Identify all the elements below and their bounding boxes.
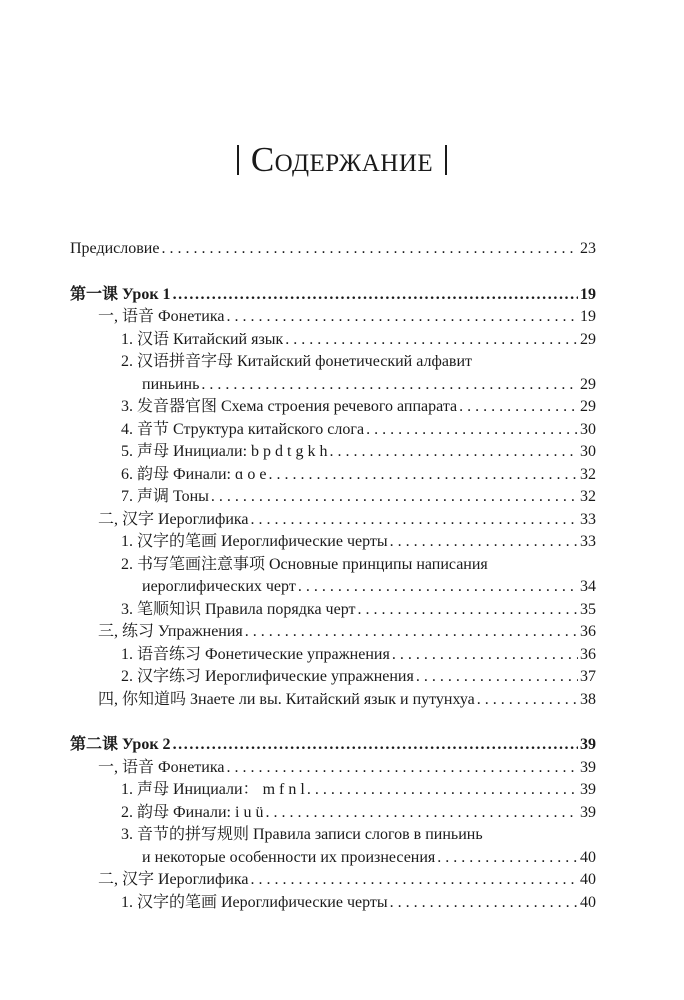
toc-entry-page: 40 bbox=[580, 848, 596, 866]
leader-dots bbox=[459, 396, 578, 419]
toc-entry-text: 1. 声母 Инициали： m f n l bbox=[121, 781, 305, 798]
leader-dots bbox=[330, 441, 579, 464]
toc-entry-page: 37 bbox=[580, 668, 596, 685]
toc-subsection[interactable] bbox=[70, 351, 596, 374]
leader-dots bbox=[307, 779, 578, 802]
toc-entry-page: 35 bbox=[580, 600, 596, 618]
table-of-contents bbox=[70, 238, 596, 914]
toc-entry-page: 39 bbox=[580, 781, 596, 798]
leader-dots bbox=[245, 621, 578, 644]
toc-entry-text: 一, 语音 Фонетика bbox=[98, 308, 225, 325]
toc-section[interactable] bbox=[70, 869, 596, 892]
leader-dots bbox=[227, 306, 579, 329]
leader-dots bbox=[161, 238, 578, 261]
toc-entry-page: 29 bbox=[580, 330, 596, 348]
leader-dots bbox=[173, 284, 578, 307]
toc-entry-text: 5. 声母 Инициали: b p d t g k h bbox=[121, 443, 328, 460]
toc-entry-page: 34 bbox=[580, 578, 596, 595]
leader-dots bbox=[358, 599, 579, 622]
toc-subsection[interactable] bbox=[70, 441, 596, 464]
toc-entry-text: 2. 汉字练习 Иероглифические упражнения bbox=[121, 668, 414, 685]
toc-subsection[interactable] bbox=[70, 554, 596, 577]
toc-entry-text: 6. 韵母 Финали: ɑ o e bbox=[121, 465, 267, 483]
toc-section[interactable] bbox=[70, 757, 596, 780]
leader-dots bbox=[390, 531, 578, 554]
toc-entry-text: 一, 语音 Фонетика bbox=[98, 758, 225, 776]
toc-entry-page: 19 bbox=[580, 308, 596, 325]
toc-entry-page: 19 bbox=[580, 285, 596, 303]
title-right-rule bbox=[445, 145, 447, 175]
toc-entry-text: 3. 音节的拼写规则 Правила записи слогов в пиньинь bbox=[121, 826, 483, 843]
toc-section[interactable] bbox=[70, 509, 596, 532]
toc-entry-text: 1. 汉字的笔画 Иероглифические черты bbox=[121, 533, 388, 550]
toc-subsection[interactable] bbox=[70, 824, 596, 847]
toc-entry-page: 30 bbox=[580, 420, 596, 438]
toc-section[interactable] bbox=[70, 621, 596, 644]
toc-subsection[interactable] bbox=[70, 464, 596, 487]
toc-subsection-continued[interactable] bbox=[70, 847, 596, 870]
toc-section[interactable] bbox=[70, 306, 596, 329]
toc-entry-page: 30 bbox=[580, 443, 596, 460]
toc-entry-text: 2. 书写笔画注意事项 Основные принципы написания bbox=[121, 555, 488, 573]
toc-subsection[interactable] bbox=[70, 531, 596, 554]
toc-subsection[interactable] bbox=[70, 419, 596, 442]
toc-entry-page: 29 bbox=[580, 398, 596, 415]
leader-dots bbox=[392, 644, 578, 667]
toc-entry-preface[interactable] bbox=[70, 238, 596, 261]
toc-entry-page: 36 bbox=[580, 623, 596, 640]
toc-entry-page: 39 bbox=[580, 736, 596, 753]
toc-entry-text: 2. 汉语拼音字母 Китайский фонетический алфавит bbox=[121, 353, 473, 370]
leader-dots bbox=[437, 847, 578, 870]
toc-entry-text: Предисловие bbox=[70, 240, 160, 257]
toc-entry-text: 3. 笔顺知识 Правила порядка черт bbox=[121, 600, 356, 618]
toc-entry-text: 第一课 Урок 1 bbox=[70, 285, 171, 303]
toc-entry-text: 二, 汉字 Иероглифика bbox=[98, 510, 249, 528]
toc-subsection[interactable] bbox=[70, 779, 596, 802]
leader-dots bbox=[298, 576, 578, 599]
toc-subsection-continued[interactable] bbox=[70, 374, 596, 397]
leader-dots bbox=[390, 892, 578, 915]
toc-subsection[interactable] bbox=[70, 644, 596, 667]
toc-subsection[interactable] bbox=[70, 396, 596, 419]
toc-entry-page: 38 bbox=[580, 690, 596, 708]
toc-entry-page: 40 bbox=[580, 893, 596, 911]
toc-entry-text: 1. 汉字的笔画 Иероглифические черты bbox=[121, 893, 388, 911]
toc-entry-page: 23 bbox=[580, 240, 596, 257]
toc-entry-text: 三, 练习 Упражнения bbox=[98, 623, 243, 640]
toc-subsection[interactable] bbox=[70, 892, 596, 915]
toc-entry-page: 39 bbox=[580, 803, 596, 821]
toc-section[interactable] bbox=[70, 689, 596, 712]
toc-entry-text: 1. 汉语 Китайский язык bbox=[121, 330, 284, 348]
toc-entry-text: и некоторые особенности их произнесения bbox=[142, 848, 436, 866]
toc-entry-text: 二, 汉字 Иероглифика bbox=[98, 871, 249, 888]
title-block bbox=[0, 142, 684, 177]
toc-subsection[interactable] bbox=[70, 599, 596, 622]
leader-dots bbox=[265, 802, 578, 825]
toc-entry-text: иероглифических черт bbox=[142, 578, 296, 595]
toc-entry-page: 36 bbox=[580, 645, 596, 663]
toc-entry-page: 40 bbox=[580, 871, 596, 888]
leader-dots bbox=[251, 869, 578, 892]
toc-entry-page: 32 bbox=[580, 465, 596, 483]
toc-subsection[interactable] bbox=[70, 486, 596, 509]
toc-subsection[interactable] bbox=[70, 802, 596, 825]
leader-dots bbox=[477, 689, 578, 712]
toc-subsection[interactable] bbox=[70, 666, 596, 689]
toc-entry-text: 3. 发音器官图 Схема строения речевого аппарата bbox=[121, 398, 458, 415]
leader-dots bbox=[366, 419, 578, 442]
toc-entry-text: 第二课 Урок 2 bbox=[70, 736, 171, 753]
toc-subsection-continued[interactable] bbox=[70, 576, 596, 599]
toc-entry-text: пиньинь bbox=[142, 375, 200, 393]
leader-dots bbox=[268, 464, 578, 487]
toc-subsection[interactable] bbox=[70, 329, 596, 352]
toc-entry-page: 32 bbox=[580, 488, 596, 505]
toc-entry-text: 4. 音节 Структура китайского слога bbox=[121, 420, 365, 438]
toc-entry-text: 四, 你知道吗 Знаете ли вы. Китайский язык и путунхуа bbox=[98, 690, 475, 708]
toc-entry-text: 2. 韵母 Финали: i u ü bbox=[121, 803, 264, 821]
leader-dots bbox=[416, 666, 578, 689]
leader-dots bbox=[211, 486, 578, 509]
leader-dots bbox=[251, 509, 578, 532]
toc-entry-text: 7. 声调 Тоны bbox=[121, 488, 209, 505]
toc-lesson-heading[interactable] bbox=[70, 284, 596, 307]
toc-lesson-heading[interactable] bbox=[70, 734, 596, 757]
title-left-rule bbox=[237, 145, 239, 175]
toc-entry-page: 39 bbox=[580, 758, 596, 776]
page-title: Содержание bbox=[250, 140, 434, 179]
leader-dots bbox=[201, 374, 578, 397]
toc-entry-page: 33 bbox=[580, 510, 596, 528]
toc-entry-text: 1. 语音练习 Фонетические упражнения bbox=[121, 645, 390, 663]
toc-entry-page: 33 bbox=[580, 533, 596, 550]
leader-dots bbox=[227, 757, 579, 780]
leader-dots bbox=[173, 734, 578, 757]
toc-entry-page: 29 bbox=[580, 375, 596, 393]
leader-dots bbox=[285, 329, 578, 352]
